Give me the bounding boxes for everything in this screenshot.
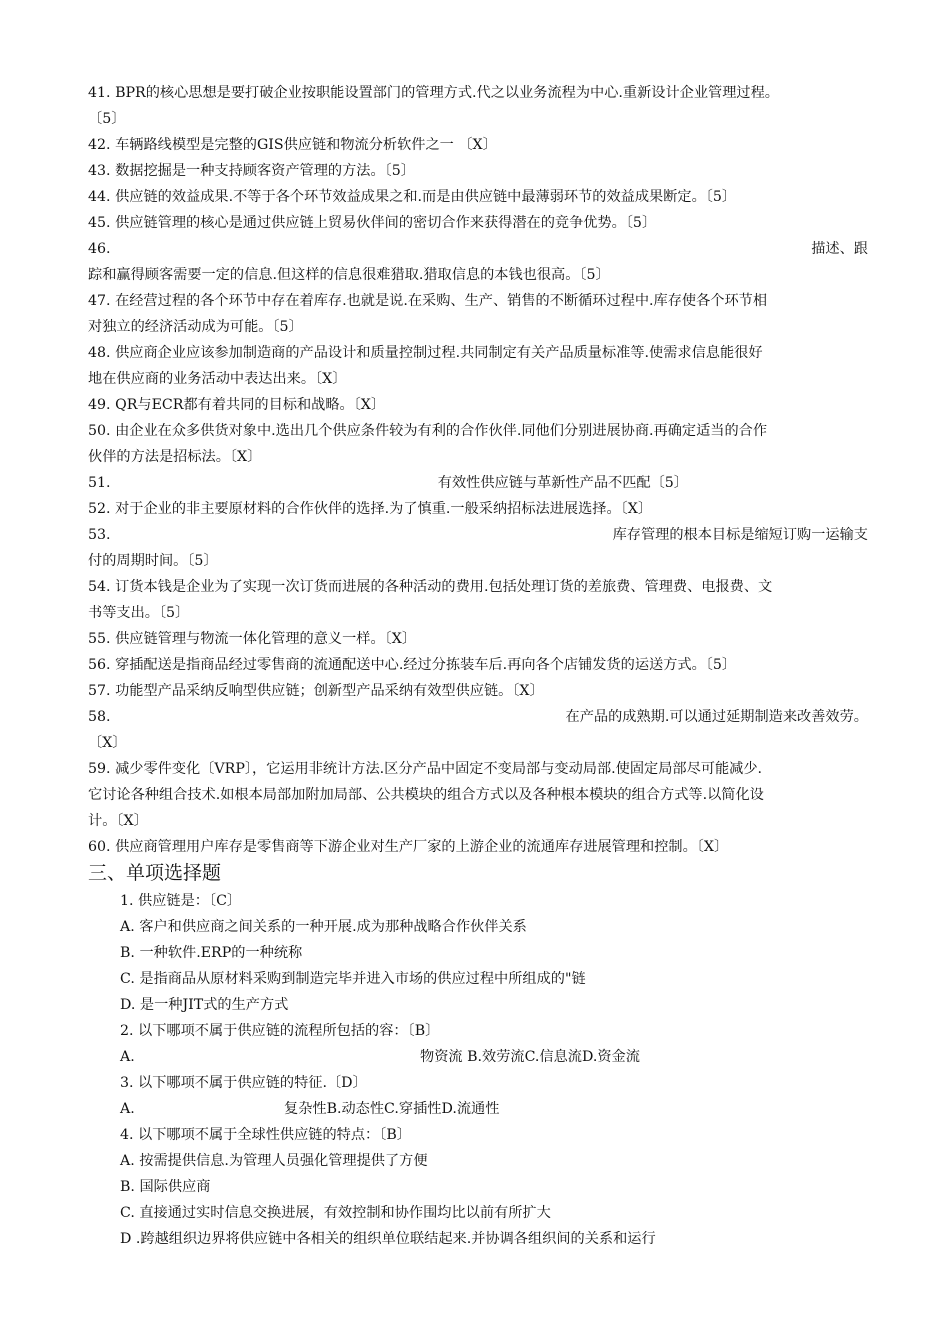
q59-line2: 它讨论各种组合技术.如根本局部加附加局部、公共模块的组合方式以及各种根本模块的组合方式等.以简化设 — [88, 787, 764, 803]
q59-line1: 59. 减少零件变化〔VRP〕，它运用非统计方法.区分产品中固定不变局部与变动局部.使固定局部尽可能减少. — [88, 761, 763, 777]
mc2-options-text: 物资流 B.效劳流C.信息流D.资金流 — [420, 1049, 640, 1065]
mc4-option-b: B. 国际供应商 — [120, 1179, 211, 1195]
mc2-option-label: A. — [120, 1049, 135, 1065]
q49: 49. QR与ECR都有着共同的目标和战略。〔X〕 — [88, 397, 386, 413]
mc1-option-b: B. 一种软件.ERP的一种统称 — [120, 945, 303, 961]
q51-number: 51. — [88, 475, 111, 491]
q47-line2: 对独立的经济活动成为可能。〔5〕 — [88, 319, 303, 335]
q54-line2: 书等支出。〔5〕 — [88, 605, 190, 621]
q53-line1 — [88, 522, 868, 548]
mc1-stem: 1. 供应链是：〔C〕 — [120, 893, 242, 909]
mc4-stem: 4. 以下哪项不属于全球性供应链的特点：〔B〕 — [120, 1127, 411, 1143]
mc2-stem: 2. 以下哪项不属于供应链的流程所包括的容：〔B〕 — [120, 1023, 440, 1039]
q58-text-right: 在产品的成熟期.可以通过延期制造来改善效劳。 — [565, 709, 868, 725]
q52: 52. 对于企业的非主要原材料的合作伙伴的选择.为了慎重.一般采纳招标法进展选择。〔X〕 — [88, 501, 653, 517]
mc4-option-c: C. 直接通过实时信息交换进展，有效控制和协作围均比以前有所扩大 — [120, 1205, 551, 1221]
q60: 60. 供应商管理用户库存是零售商等下游企业对生产厂家的上游企业的流通库存进展管理和控制。〔X〕 — [88, 839, 729, 855]
q46-number: 46. — [88, 241, 111, 257]
mc3-option-label: A. — [120, 1101, 135, 1117]
q46-line2: 踪和赢得顾客需要一定的信息.但这样的信息很难猎取.猎取信息的本钱也很高。〔5〕 — [88, 267, 610, 283]
q46-text-right: 描述、跟 — [811, 241, 868, 257]
mc1-option-d: D. 是一种JIT式的生产方式 — [120, 997, 289, 1013]
mc4-option-d: D .跨越组织边界将供应链中各相关的组织单位联结起来.并协调各组织间的关系和运行 — [120, 1231, 656, 1247]
q48-line2: 地在供应商的业务活动中表达出来。〔X〕 — [88, 371, 347, 387]
q43: 43. 数据挖掘是一种支持顾客资产管理的方法。〔5〕 — [88, 163, 415, 179]
q44: 44. 供应链的效益成果.不等于各个环节效益成果之和.而是由供应链中最薄弱环节的效益成果断定。〔5〕 — [88, 189, 737, 205]
judgement-questions — [88, 80, 868, 1252]
q48-line1: 48. 供应商企业应该参加制造商的产品设计和质量控制过程.共同制定有关产品质量标准等.使需求信息能很好 — [88, 345, 763, 361]
q47-line1: 47. 在经营过程的各个环节中存在着库存.也就是说.在采购、生产、销售的不断循环过程中.库存使各个环节相 — [88, 293, 768, 309]
q53-text-right: 库存管理的根本目标是缩短订购一运输支 — [612, 527, 868, 543]
q56: 56. 穿插配送是指商品经过零售商的流通配送中心.经过分拣装车后.再向各个店铺发货的运送方式。〔5〕 — [88, 657, 737, 673]
section-title: 三、单项选择题 — [88, 862, 222, 884]
q46-line1 — [88, 236, 868, 262]
q53-line2: 付的周期时间。〔5〕 — [88, 553, 218, 569]
mc3-options-text: 复杂性B.动态性C.穿插性D.流通性 — [284, 1101, 500, 1117]
q54-line1: 54. 订货本钱是企业为了实现一次订货而进展的各种活动的费用.包括处理订货的差旅费、管理费、电报费、文 — [88, 579, 773, 595]
mc2-options — [88, 1044, 868, 1070]
q50-line1: 50. 由企业在众多供货对象中.选出几个供应条件较为有利的合作伙伴.同他们分别进展协商.再确定适当的合作 — [88, 423, 768, 439]
q55: 55. 供应链管理与物流一体化管理的意义一样。〔X〕 — [88, 631, 417, 647]
q41-line2: 〔5〕 — [88, 111, 126, 127]
q45: 45. 供应链管理的核心是通过供应链上贸易伙伴间的密切合作来获得潜在的竞争优势。〔5〕 — [88, 215, 657, 231]
q57: 57. 功能型产品采纳反响型供应链；创新型产品采纳有效型供应链。〔X〕 — [88, 683, 544, 699]
mc3-options — [88, 1096, 868, 1122]
q58-line1 — [88, 704, 868, 730]
mc1-option-a: A. 客户和供应商之间关系的一种开展.成为那种战略合作伙伴关系 — [120, 919, 527, 935]
mc3-stem: 3. 以下哪项不属于供应链的特征.〔D〕 — [120, 1075, 367, 1091]
q58-number: 58. — [88, 709, 111, 725]
q51 — [88, 470, 868, 496]
q53-number: 53. — [88, 527, 111, 543]
mc1-option-c: C. 是指商品从原材料采购到制造完毕并进入市场的供应过程中所组成的"链 — [120, 971, 586, 987]
q41-line1: 41. BPR的核心思想是要打破企业按职能设置部门的管理方式.代之以业务流程为中心.重新设计企业管理过程。 — [88, 85, 779, 101]
mc4-option-a: A. 按需提供信息.为管理人员强化管理提供了方便 — [120, 1153, 428, 1169]
q50-line2: 伙伴的方法是招标法。〔X〕 — [88, 449, 262, 465]
q51-text: 有效性供应链与革新性产品不匹配〔5〕 — [437, 475, 688, 491]
q59-line3: 计。〔X〕 — [88, 813, 148, 829]
q42: 42. 车辆路线模型是完整的GIS供应链和物流分析软件之一 〔X〕 — [88, 137, 497, 153]
q58-line2: 〔X〕 — [88, 735, 127, 751]
